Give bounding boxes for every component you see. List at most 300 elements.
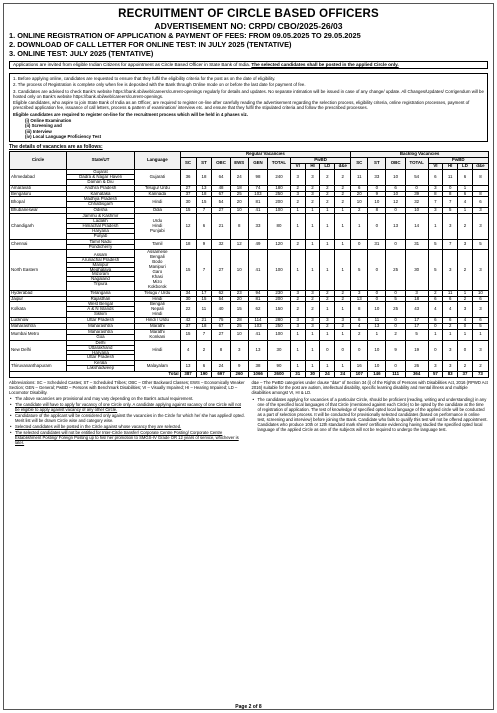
total-label: Total bbox=[10, 372, 181, 378]
state-name: Karnataka bbox=[90, 191, 111, 196]
cell-regular: 4 bbox=[180, 340, 196, 361]
cell-total-backlog: 146 bbox=[368, 372, 386, 378]
cell-backlog: 0 bbox=[386, 318, 405, 324]
cell-regular: 9 bbox=[230, 361, 248, 372]
cell-backlog: 6 bbox=[458, 169, 473, 185]
cell-regular: 24 bbox=[230, 169, 248, 185]
cell-regular: 27 bbox=[180, 185, 196, 191]
state-name: Punjab bbox=[93, 232, 108, 238]
cell-regular: 3 bbox=[305, 324, 320, 330]
col-vi: VI bbox=[290, 164, 305, 170]
cell-backlog: 0 bbox=[458, 340, 473, 361]
cell-backlog: 10 bbox=[368, 340, 386, 361]
language-name: Bengali bbox=[150, 301, 165, 307]
footnotes-left bbox=[9, 380, 246, 446]
state-name: Odisha bbox=[93, 207, 108, 213]
cell-regular: 3 bbox=[335, 318, 351, 324]
cell-regular: 37 bbox=[180, 191, 196, 197]
cell-regular: 15 bbox=[196, 296, 212, 302]
cell-states bbox=[66, 239, 134, 250]
page-title: RECRUITMENT OF CIRCLE BASED OFFICERS bbox=[118, 8, 379, 20]
cell-regular: 240 bbox=[268, 169, 291, 185]
cell-regular: 10 bbox=[230, 208, 248, 214]
state-name: Manipur bbox=[66, 263, 134, 268]
state-name: Haryana bbox=[66, 229, 134, 234]
cell-backlog: 8 bbox=[472, 169, 488, 185]
cell-backlog: 1 bbox=[351, 214, 368, 239]
cell-total-regular: 30 bbox=[305, 372, 320, 378]
cell-backlog: 5 bbox=[428, 239, 443, 250]
footnote-one-circle: • The candidate will have to apply for vacancy of one Circle only. A candidate applying against vacancy of one Circle will not be eligible to apply against vacancy of any other Circle. bbox=[9, 402, 246, 412]
cell-backlog: 3 bbox=[428, 185, 443, 191]
cell-regular: 37 bbox=[180, 324, 196, 330]
cell-regular: 30 bbox=[268, 340, 291, 361]
cell-regular: 40 bbox=[212, 302, 230, 318]
cell-regular: 74 bbox=[248, 185, 267, 191]
cell-regular: 2 bbox=[305, 185, 320, 191]
state-name: Uttar Pradesh bbox=[86, 317, 115, 323]
cell-backlog: 3 bbox=[472, 214, 488, 239]
cell-regular: 103 bbox=[248, 191, 267, 197]
cell-regular: 9 bbox=[196, 239, 212, 250]
cell-regular: 90 bbox=[268, 361, 291, 372]
cell-regular: 200 bbox=[268, 197, 291, 208]
language-name: Bodo bbox=[152, 259, 163, 265]
cell-regular: 34 bbox=[180, 290, 196, 296]
cell-backlog: 25 bbox=[386, 302, 405, 318]
cell-backlog: 8 bbox=[368, 208, 386, 214]
instructions-box bbox=[9, 73, 488, 142]
cell-backlog: 17 bbox=[405, 324, 428, 330]
cell-backlog: 30 bbox=[405, 250, 428, 290]
abbreviations: Abbreviations: SC – Scheduled Castes; ST – Scheduled Tribes; OBC – Other Backward Classes; EWS – Economically Weaker Section; GEN – General; PwBD – Persons with Benchmark Disabilities; VI – Visually Impaired; HI – Hearing Impaired; LD – Locomotor Disability. bbox=[9, 380, 245, 396]
state-name: Uttarakhand bbox=[66, 346, 134, 351]
table-row bbox=[10, 361, 489, 372]
cell-regular: 11 bbox=[196, 302, 212, 318]
cell-regular: 33 bbox=[248, 214, 267, 239]
cell-backlog: 3 bbox=[458, 239, 473, 250]
cell-backlog: 6 bbox=[351, 185, 368, 191]
highlight-3: 3. ONLINE TEST: JULY 2025 (TENTATIVE) bbox=[9, 49, 154, 58]
cell-regular: 62 bbox=[248, 302, 267, 318]
cell-regular: 20 bbox=[230, 197, 248, 208]
col-sc-backlog: SC bbox=[351, 158, 368, 170]
footnote-dae: d&e – The PwBD categories under clause "d&e" of Section 34 (i) of the Rights of Persons with Disabilities Act, 2016 (RPWD Act 2016) suitable for the post are autism, intellectual disability, specific learning disability and mental illness and multiple disabilities amongst VI, HI & LD. bbox=[251, 380, 488, 396]
cell-circle: Lucknow bbox=[10, 318, 67, 324]
language-name: Hindi / Urdu bbox=[145, 317, 169, 323]
state-name: Meghalaya bbox=[66, 268, 134, 273]
cell-backlog: 2 bbox=[351, 329, 368, 340]
cell-regular: 15 bbox=[180, 250, 196, 290]
cell-regular: 3 bbox=[290, 318, 305, 324]
cell-states bbox=[66, 214, 134, 239]
language-name: Mizo bbox=[152, 278, 162, 284]
cell-regular: 27 bbox=[212, 208, 230, 214]
state-name: Telangana bbox=[90, 290, 111, 295]
cell-backlog: 1 bbox=[458, 185, 473, 191]
cell-regular: 2 bbox=[290, 197, 305, 208]
cell-backlog: 20 bbox=[351, 191, 368, 197]
cell-regular: 48 bbox=[212, 185, 230, 191]
state-name: Mizoram bbox=[66, 272, 134, 277]
cell-regular: 2 bbox=[320, 324, 335, 330]
col-total-backlog: TOTAL bbox=[405, 158, 428, 170]
cell-backlog: 10 bbox=[386, 169, 405, 185]
cell-regular: 18 bbox=[196, 324, 212, 330]
cell-backlog: 7 bbox=[428, 197, 443, 208]
cell-backlog: 0 bbox=[368, 185, 386, 191]
cell-regular: 12 bbox=[230, 239, 248, 250]
cell-regular: 15 bbox=[230, 302, 248, 318]
cell-regular: 1 bbox=[305, 329, 320, 340]
col-language: Language bbox=[135, 152, 180, 170]
cell-total-backlog: 37 bbox=[458, 372, 473, 378]
cell-regular: 49 bbox=[248, 239, 267, 250]
cell-backlog: 3 bbox=[472, 340, 488, 361]
cell-regular: 120 bbox=[268, 239, 291, 250]
cell-backlog: 1 bbox=[428, 214, 443, 239]
language-name: Hindi bbox=[152, 222, 163, 228]
cell-regular: 3 bbox=[305, 290, 320, 296]
cell-circle: New Delhi bbox=[10, 340, 67, 361]
cell-backlog: 0 bbox=[368, 250, 386, 290]
state-name: Assam bbox=[66, 253, 134, 258]
cell-regular: 81 bbox=[248, 197, 267, 208]
cell-backlog: 8 bbox=[472, 191, 488, 197]
cell-backlog: 3 bbox=[405, 290, 428, 296]
cell-total-regular: 24 bbox=[320, 372, 335, 378]
group-regular: Regular Vacancies bbox=[180, 152, 351, 158]
language-name: Marathi bbox=[150, 329, 165, 334]
cell-language bbox=[135, 250, 180, 290]
col-total: TOTAL bbox=[268, 158, 291, 170]
cell-regular: 41 bbox=[248, 208, 267, 214]
cell-backlog: 6 bbox=[428, 169, 443, 185]
cell-circle: Jaipur bbox=[10, 296, 67, 302]
cell-total-regular: 260 bbox=[230, 372, 248, 378]
cell-backlog: 5 bbox=[428, 250, 443, 290]
state-name: Haryana bbox=[66, 351, 134, 356]
cell-regular: 2 bbox=[196, 340, 212, 361]
cell-regular: 2 bbox=[290, 185, 305, 191]
cell-regular: 13 bbox=[248, 340, 267, 361]
group-pwbd-backlog: PwBD bbox=[428, 158, 488, 164]
cell-backlog: 3 bbox=[443, 214, 458, 239]
phases-list bbox=[13, 118, 484, 139]
cell-total-regular: 24 bbox=[335, 372, 351, 378]
cell-regular: 67 bbox=[212, 324, 230, 330]
vacancy-section-title: The details of vacancies are as follows: bbox=[9, 144, 103, 151]
cell-regular: 81 bbox=[248, 296, 267, 302]
col-vi-backlog: VI bbox=[428, 164, 443, 170]
state-name: Pondicherry bbox=[88, 243, 113, 249]
cell-backlog: 17 bbox=[405, 318, 428, 324]
cell-backlog: 32 bbox=[405, 197, 428, 208]
cell-regular: 62 bbox=[212, 290, 230, 296]
cell-backlog: 2 bbox=[458, 296, 473, 302]
cell-language bbox=[135, 302, 180, 318]
cell-regular: 42 bbox=[180, 318, 196, 324]
language-name: Hindi bbox=[152, 311, 163, 317]
language-name: Khasi bbox=[151, 273, 163, 279]
cell-regular: 1 bbox=[335, 214, 351, 239]
cell-backlog: 6 bbox=[428, 318, 443, 324]
cell-backlog: 5 bbox=[405, 329, 428, 340]
cell-total-backlog: 73 bbox=[472, 372, 488, 378]
cell-states bbox=[66, 197, 134, 208]
cell-total-regular: 190 bbox=[196, 372, 212, 378]
col-ld: LD bbox=[320, 164, 335, 170]
phases-intro: Eligible candidates are required to register on-line for the recruitment process which will be held in 4 phases viz. bbox=[13, 111, 248, 117]
cell-regular: 1 bbox=[320, 239, 335, 250]
cell-backlog: 11 bbox=[368, 318, 386, 324]
cell-backlog: 1 bbox=[472, 329, 488, 340]
cell-regular: 41 bbox=[248, 329, 267, 340]
language-name: Malayalam bbox=[146, 362, 168, 368]
cell-regular: 10 bbox=[230, 329, 248, 340]
cell-regular: 1 bbox=[335, 239, 351, 250]
col-gen: GEN bbox=[248, 158, 267, 170]
cell-backlog: 2 bbox=[472, 361, 488, 372]
cell-regular: 2 bbox=[335, 191, 351, 197]
cell-backlog: 4 bbox=[458, 197, 473, 208]
cell-regular: 1 bbox=[290, 340, 305, 361]
language-name: Tamil bbox=[152, 241, 163, 247]
language-name: Nepali bbox=[151, 306, 164, 312]
cell-backlog: 8 bbox=[443, 191, 458, 197]
cell-backlog: 5 bbox=[472, 239, 488, 250]
cell-regular: 1 bbox=[305, 239, 320, 250]
state-name: Rajasthan bbox=[90, 296, 111, 301]
col-dae: d&e bbox=[335, 164, 351, 170]
cell-regular: 2 bbox=[320, 169, 335, 185]
state-name: Goa bbox=[96, 333, 105, 339]
cell-backlog: 10 bbox=[351, 197, 368, 208]
cell-regular: 1 bbox=[335, 250, 351, 290]
col-ld-backlog: LD bbox=[458, 164, 473, 170]
cell-backlog: 5 bbox=[443, 208, 458, 214]
cell-regular: 21 bbox=[196, 318, 212, 324]
table-body bbox=[10, 169, 489, 377]
col-dae-backlog: d&e bbox=[472, 164, 488, 170]
cell-language bbox=[135, 361, 180, 372]
cell-regular: 2 bbox=[305, 296, 320, 302]
cell-regular: 18 bbox=[196, 191, 212, 197]
col-st: ST bbox=[196, 158, 212, 170]
cell-backlog: 10 bbox=[386, 191, 405, 197]
cell-total-backlog: 107 bbox=[351, 372, 368, 378]
cell-backlog: 2 bbox=[351, 208, 368, 214]
cell-regular: 1 bbox=[320, 329, 335, 340]
cell-total-backlog: 111 bbox=[386, 372, 405, 378]
cell-backlog: 6 bbox=[472, 197, 488, 208]
phase-4: (iv) Local Language Proficiency Test bbox=[25, 133, 102, 139]
cell-backlog: 2 bbox=[443, 324, 458, 330]
cell-circle: Chandigarh bbox=[10, 214, 67, 239]
cell-regular: 8 bbox=[230, 214, 248, 239]
state-name: Dadra & Nagar Haveli bbox=[66, 175, 134, 180]
cell-language bbox=[135, 197, 180, 208]
cell-backlog: 4 bbox=[443, 302, 458, 318]
cell-regular: 2 bbox=[320, 191, 335, 197]
cell-total-backlog: 57 bbox=[428, 372, 443, 378]
instruction-1: 1. Before applying online, candidates are requested to ensure that they fulfil the eligibility criteria for the post as on the date of eligibility. bbox=[13, 76, 276, 81]
cell-backlog: 8 bbox=[428, 191, 443, 197]
cell-regular: 1 bbox=[335, 361, 351, 372]
cell-backlog: 4 bbox=[458, 318, 473, 324]
cell-total-backlog: 364 bbox=[405, 372, 428, 378]
footnote-provisional: • The above vacancies are provisional and may vary depending on the Bank's actual requirement. bbox=[9, 396, 246, 401]
language-name: Hindi bbox=[152, 198, 163, 204]
cell-regular: 1 bbox=[320, 250, 335, 290]
cell-backlog: 6 bbox=[443, 296, 458, 302]
language-name: Kokborok bbox=[148, 283, 167, 289]
cell-backlog: 3 bbox=[428, 208, 443, 214]
cell-backlog: 7 bbox=[443, 197, 458, 208]
cell-backlog: 18 bbox=[405, 296, 428, 302]
col-obc: OBC bbox=[212, 158, 230, 170]
cell-regular: 200 bbox=[268, 296, 291, 302]
cell-regular: 1 bbox=[335, 208, 351, 214]
footnote-posting: • Selected candidates will be posted in the Circle against whose vacancy they are selected. bbox=[9, 424, 246, 429]
cell-regular: 30 bbox=[180, 296, 196, 302]
cell-backlog: 26 bbox=[405, 361, 428, 372]
cell-regular: 3 bbox=[305, 191, 320, 197]
highlight-1: 1. ONLINE REGISTRATION OF APPLICATION & PAYMENT OF FEES: FROM 09.05.2025 TO 29.05.2025 bbox=[9, 31, 361, 40]
cell-states bbox=[66, 340, 134, 361]
cell-backlog: 0 bbox=[428, 340, 443, 361]
cell-backlog: 8 bbox=[351, 302, 368, 318]
state-name: Tamil Nadu bbox=[66, 240, 134, 245]
cell-circle: North Eastern bbox=[10, 250, 67, 290]
cell-backlog: 3 bbox=[472, 302, 488, 318]
language-name: Telugu / Urdu bbox=[144, 290, 171, 295]
cell-language bbox=[135, 169, 180, 185]
cell-backlog: 3 bbox=[458, 302, 473, 318]
cell-backlog: 10 bbox=[472, 290, 488, 296]
cell-regular: 7 bbox=[196, 329, 212, 340]
language-name: Gujarati bbox=[149, 173, 166, 179]
cell-regular: 1 bbox=[320, 208, 335, 214]
cell-states bbox=[66, 329, 134, 340]
cell-language bbox=[135, 340, 180, 361]
cell-regular: 15 bbox=[180, 329, 196, 340]
cell-regular: 32 bbox=[212, 239, 230, 250]
cell-regular: 1 bbox=[320, 302, 335, 318]
cell-regular: 18 bbox=[196, 169, 212, 185]
state-name: Kerala bbox=[66, 361, 134, 366]
language-name: Hindi bbox=[152, 296, 163, 301]
cell-backlog: 3 bbox=[472, 250, 488, 290]
footnote-transfer: • The selected candidates will not be entitled for Inter-Circle transfer/ Corporate Centre Posting/ Corporate Centre Establishment Posting/ Foreign Posting up to his/ her promotion to SMGS-IV Grade OR 12 years of service, whichever is later. bbox=[9, 430, 246, 445]
cell-backlog: 5 bbox=[351, 250, 368, 290]
cell-backlog: 25 bbox=[386, 250, 405, 290]
cell-regular: 27 bbox=[212, 329, 230, 340]
cell-backlog: 0 bbox=[386, 324, 405, 330]
state-name: Uttar Pradesh bbox=[86, 354, 115, 360]
cell-backlog: 1 bbox=[458, 290, 473, 296]
cell-backlog: 2 bbox=[458, 250, 473, 290]
table-row bbox=[10, 250, 489, 290]
cell-backlog: 13 bbox=[386, 214, 405, 239]
state-name: Madhya Pradesh bbox=[66, 197, 134, 202]
cell-backlog: 7 bbox=[443, 239, 458, 250]
table-row bbox=[10, 197, 489, 208]
cell-regular: 2 bbox=[335, 296, 351, 302]
cell-regular: 2 bbox=[305, 302, 320, 318]
table-row bbox=[10, 214, 489, 239]
state-name: Maharashtra bbox=[88, 323, 113, 329]
col-state: State/UT bbox=[66, 152, 134, 170]
cell-regular: 3 bbox=[305, 318, 320, 324]
cell-total-regular: 697 bbox=[212, 372, 230, 378]
cell-regular: 1 bbox=[320, 361, 335, 372]
table-row bbox=[10, 169, 489, 185]
cell-regular: 1 bbox=[335, 329, 351, 340]
cell-backlog: 0 bbox=[351, 239, 368, 250]
cell-regular: 12 bbox=[180, 214, 196, 239]
cell-backlog: 9 bbox=[386, 340, 405, 361]
cell-regular: 2 bbox=[290, 296, 305, 302]
language-name: Manipuri bbox=[148, 264, 166, 270]
state-name: Andhra Pradesh bbox=[84, 185, 117, 190]
table-row bbox=[10, 302, 489, 318]
state-name: Ladakh bbox=[66, 219, 134, 224]
cell-backlog: 54 bbox=[405, 169, 428, 185]
cell-regular: 30 bbox=[180, 197, 196, 208]
cell-regular: 10 bbox=[230, 250, 248, 290]
state-name: West Bengal bbox=[66, 302, 134, 307]
cell-backlog: 1 bbox=[428, 329, 443, 340]
cell-regular: 3 bbox=[290, 324, 305, 330]
cell-regular: 180 bbox=[268, 185, 291, 191]
cell-regular: 1 bbox=[305, 214, 320, 239]
cell-backlog: 2 bbox=[386, 329, 405, 340]
cell-backlog: 19 bbox=[405, 340, 428, 361]
cell-total-regular: 387 bbox=[180, 372, 196, 378]
language-name: Urdu bbox=[152, 218, 163, 224]
instruction-3: 3. Candidates are advised to check Bank's website https://bank.sbi/web/careers/current-openings regularly for details and updates. No separate intimation will be issued in case of any change/ update. All Changes/Updates/ Corrigendum will be hosted only on Bank's website https://bank.sbi/web/careers/current-openings. bbox=[13, 88, 484, 99]
cell-backlog: 1 bbox=[368, 329, 386, 340]
cell-backlog: 0 bbox=[386, 361, 405, 372]
cell-regular: 24 bbox=[212, 361, 230, 372]
cell-regular: 21 bbox=[212, 214, 230, 239]
state-name: Tripura bbox=[93, 281, 108, 287]
notice-bold: The selected candidates shall be posted in the applied Circle only. bbox=[251, 62, 399, 67]
cell-regular: 15 bbox=[196, 197, 212, 208]
state-name: Lakshadweep bbox=[86, 365, 115, 371]
cell-regular: 1 bbox=[290, 214, 305, 239]
cell-backlog: 2 bbox=[458, 361, 473, 372]
cell-circle: Thiruvananthapuram bbox=[10, 361, 67, 372]
state-name: Daman & Diu bbox=[87, 178, 114, 184]
cell-regular: 3 bbox=[290, 191, 305, 197]
cell-states bbox=[66, 169, 134, 185]
state-name: Gujarat bbox=[66, 170, 134, 175]
cell-backlog: 3 bbox=[428, 361, 443, 372]
cell-backlog: 1 bbox=[443, 329, 458, 340]
language-name: Hindi bbox=[152, 347, 163, 353]
cell-regular: 27 bbox=[212, 250, 230, 290]
cell-backlog: 6 bbox=[386, 185, 405, 191]
col-hi: HI bbox=[305, 164, 320, 170]
cell-regular: 100 bbox=[268, 208, 291, 214]
cell-backlog: 13 bbox=[351, 296, 368, 302]
cell-backlog: 0 bbox=[386, 290, 405, 296]
cell-total-regular: 2600 bbox=[268, 372, 291, 378]
cell-states bbox=[66, 302, 134, 318]
cell-backlog: 10 bbox=[405, 208, 428, 214]
